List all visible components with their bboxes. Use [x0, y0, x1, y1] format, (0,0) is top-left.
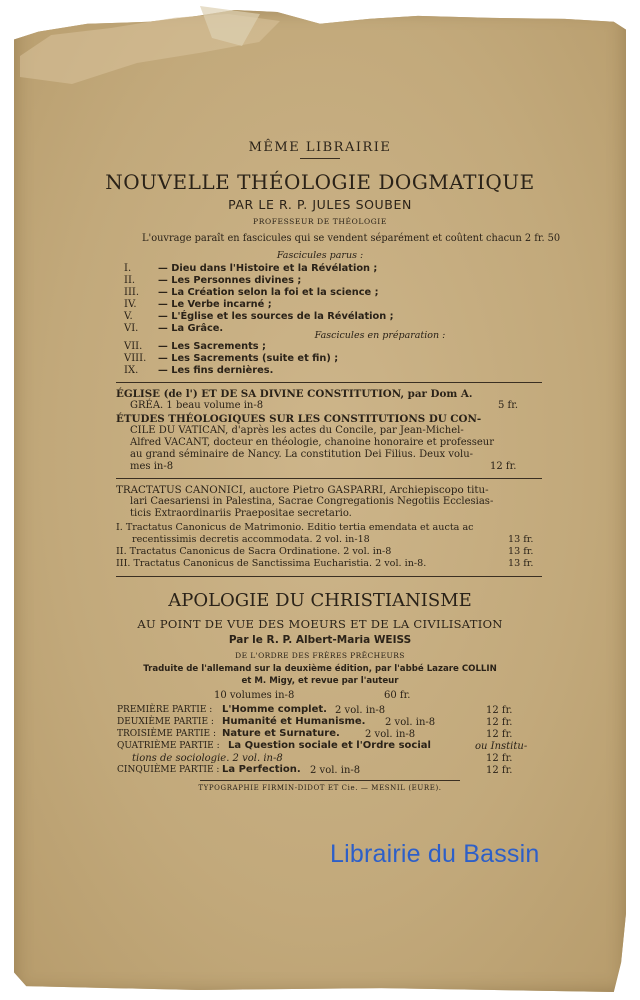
list-number: IV. — [124, 299, 137, 310]
list-item: — Les fins dernières. — [158, 365, 274, 376]
list-item: — Les Sacrements ; — [158, 341, 266, 352]
divider — [300, 158, 340, 159]
list-number: V. — [124, 311, 133, 322]
section-divider — [116, 576, 542, 577]
list-item: — Les Sacrements (suite et fin) ; — [158, 353, 339, 364]
part-price: 12 fr. — [486, 705, 513, 716]
etudes-line-4: au grand séminaire de Nancy. La constitution Dei Filius. Deux volu- — [130, 449, 474, 460]
part-title: Humanité et Humanisme. — [222, 716, 366, 727]
published-heading: Fascicules parus : — [276, 250, 364, 261]
intro-text: L'ouvrage paraît en fascicules qui se vendent séparément et coûtent chacun 2 fr. 50 — [142, 233, 561, 244]
etudes-line-3: Alfred VACANT, docteur en théologie, chanoine honoraire et professeur — [130, 437, 495, 448]
apologie-title: APOLOGIE DU CHRISTIANISME — [168, 590, 472, 611]
eglise-line-1: ÉGLISE (de l') ET DE SA DIVINE CONSTITUTION, par Dom A. — [116, 388, 473, 400]
part-title: Nature et Surnature. — [222, 728, 340, 739]
part-label: DEUXIÈME PARTIE : — [117, 717, 214, 727]
section-divider — [116, 382, 542, 383]
apologie-order: DE L'ORDRE DES FRÈRES PRÊCHEURS — [235, 651, 405, 660]
list-number: VII. — [124, 341, 143, 352]
tractatus-item-1-cont: recentissimis decretis accommodata. 2 vol. in-18 — [132, 534, 370, 545]
tractatus-item-1-price: 13 fr. — [508, 534, 534, 545]
tractatus-item-2-price: 13 fr. — [508, 546, 534, 557]
part-title: La Perfection. — [222, 764, 301, 775]
part-volumes: ou Institu- — [475, 741, 528, 752]
tractatus-line-3: ticis Extraordinariis Praepositae secretario. — [130, 508, 352, 519]
list-number: VI. — [124, 323, 139, 334]
etudes-price: 12 fr. — [490, 461, 517, 472]
list-number: I. — [124, 263, 132, 274]
list-item: — La Création selon la foi et la science ; — [158, 287, 379, 298]
apologie-volumes: 10 volumes in-8 — [214, 690, 295, 701]
part-volumes: 2 vol. in-8 — [365, 729, 416, 740]
part-price: 12 fr. — [486, 753, 513, 764]
tractatus-item-3: III. Tractatus Canonicus de Sanctissima Eucharistia. 2 vol. in-8. — [116, 558, 427, 569]
book-title: NOUVELLE THÉOLOGIE DOGMATIQUE — [105, 170, 535, 194]
tractatus-item-2: II. Tractatus Canonicus de Sacra Ordinatione. 2 vol. in-8 — [116, 546, 392, 557]
list-item: — Le Verbe incarné ; — [158, 299, 272, 310]
part-title: La Question sociale et l'Ordre social — [228, 740, 431, 751]
apologie-volumes-price: 60 fr. — [384, 690, 411, 701]
part-price: 12 fr. — [486, 765, 513, 776]
part-label: QUATRIÈME PARTIE : — [117, 741, 220, 751]
publisher-line: MÊME LIBRAIRIE — [248, 140, 392, 155]
prep-heading: Fascicules en préparation : — [314, 330, 446, 341]
apologie-author: Par le R. P. Albert-Maria WEISS — [228, 634, 412, 646]
part-label: TROISIÈME PARTIE : — [117, 729, 217, 739]
apologie-translation-2: et M. Migy, et revue par l'auteur — [241, 676, 399, 686]
eglise-line-2: GRÉA. 1 beau volume in-8 — [130, 400, 264, 411]
etudes-line-2: CILE DU VATICAN, d'après les actes du Concile, par Jean-Michel- — [130, 425, 464, 436]
tractatus-line-1: TRACTATUS CANONICI, auctore Pietro GASPARRI, Archiepiscopo titu- — [116, 484, 489, 496]
etudes-line-5: mes in-8 — [130, 461, 174, 472]
list-number: IX. — [124, 365, 139, 376]
part-volumes: 2 vol. in-8 — [335, 705, 386, 716]
part-volumes: 2 vol. in-8 — [310, 765, 361, 776]
list-item: — Les Personnes divines ; — [158, 275, 302, 286]
tractatus-item-1: I. Tractatus Canonicus de Matrimonio. Editio tertia emendata et aucta ac — [116, 522, 474, 533]
apologie-translation-1: Traduite de l'allemand sur la deuxième édition, par l'abbé Lazare COLLIN — [143, 664, 497, 674]
list-item: — Dieu dans l'Histoire et la Révélation ; — [158, 263, 378, 274]
eglise-price: 5 fr. — [498, 400, 519, 411]
part-volumes: 2 vol. in-8 — [385, 717, 436, 728]
tractatus-item-3-price: 13 fr. — [508, 558, 534, 569]
apologie-subtitle: AU POINT DE VUE DES MOEURS ET DE LA CIVILISATION — [137, 617, 503, 631]
list-item: — L'Église et les sources de la Révélation ; — [158, 311, 394, 322]
author-role: PROFESSEUR DE THÉOLOGIE — [253, 217, 387, 226]
list-item: — La Grâce. — [158, 323, 224, 334]
part-label: CINQUIÈME PARTIE : — [117, 765, 220, 775]
part-label: PREMIÈRE PARTIE : — [117, 705, 213, 715]
seller-watermark: Librairie du Bassin — [330, 840, 540, 868]
imprint: TYPOGRAPHIE FIRMIN-DIDOT ET Cie. — MESNIL (EURE). — [198, 784, 442, 792]
list-number: III. — [124, 287, 140, 298]
etudes-line-1: ÉTUDES THÉOLOGIQUES SUR LES CONSTITUTIONS DU CON- — [116, 413, 482, 425]
footer-divider — [200, 780, 460, 781]
part-title: L'Homme complet. — [222, 704, 327, 715]
part-volumes: tions de sociologie. 2 vol. in-8 — [132, 753, 283, 764]
author-line: PAR LE R. P. JULES SOUBEN — [228, 197, 412, 212]
section-divider — [116, 478, 542, 479]
tractatus-line-2: lari Caesariensi in Palestina, Sacrae Congregationis Negotiis Ecclesias- — [130, 496, 494, 507]
list-number: VIII. — [124, 353, 147, 364]
list-number: II. — [124, 275, 136, 286]
part-price: 12 fr. — [486, 729, 513, 740]
part-price: 12 fr. — [486, 717, 513, 728]
